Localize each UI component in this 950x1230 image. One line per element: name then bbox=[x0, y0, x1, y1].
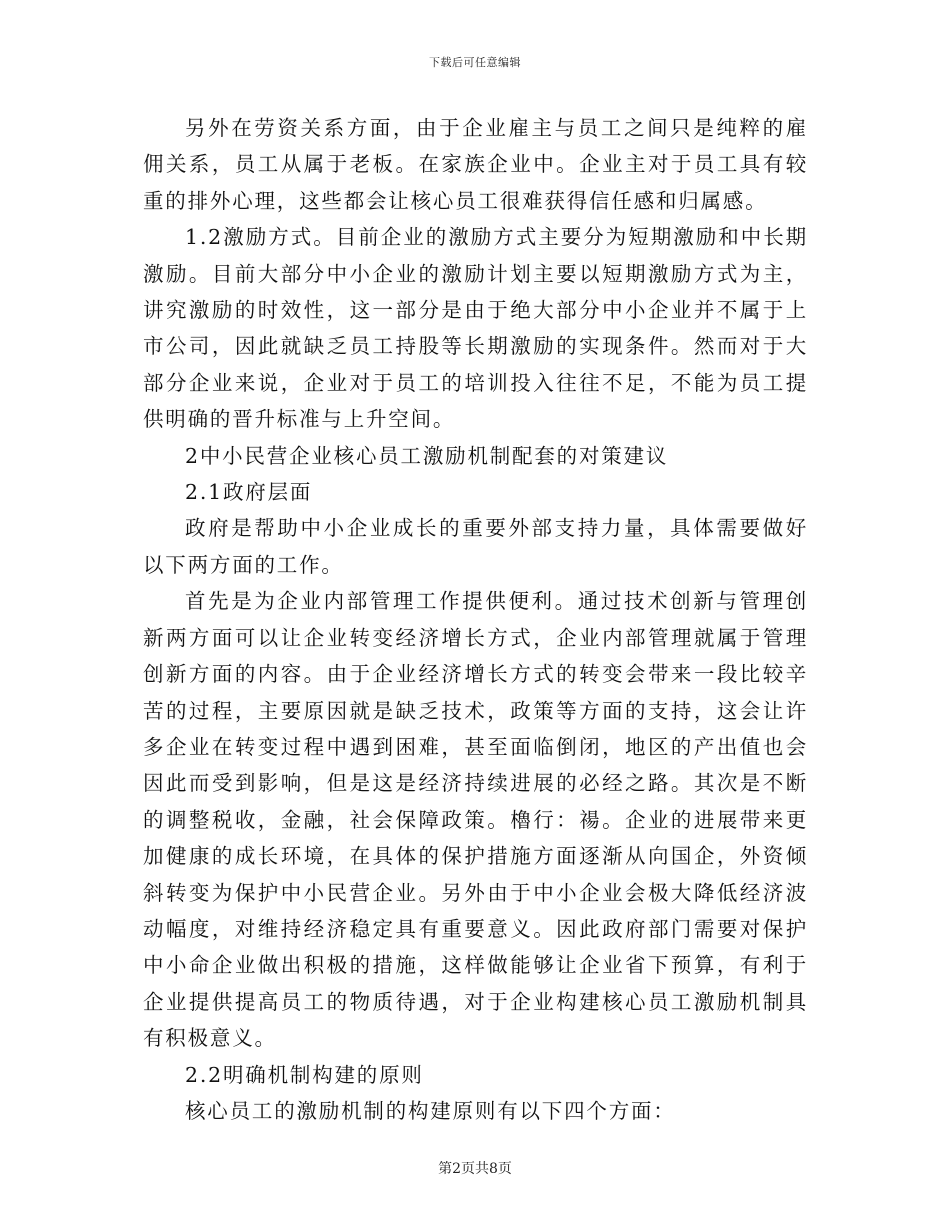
paragraph-principles-intro: 核心员工的激励机制的构建原则有以下四个方面： bbox=[185, 1098, 676, 1123]
document-body bbox=[143, 110, 808, 1129]
paragraph-internal-management: 首先是为企业内部管理工作提供便利。通过技术创新与管理创新两方面可以让企业转变经济增长方式，企业内部管理就属于管理创新方面的内容。由于企业经济增长方式的转变会带来一段比较辛苦的过程，主要原因就是缺乏技术，政策等方面的支持，这会让许多企业在转变过程中遇到困难，甚至面临倒闭，地区的产出值也会因此而受到影响，但是这是经济持续进展的必经之路。其次是不断的调整税收，金融，社会保障政策。櫓行：禓。企业的进展带来更加健康的成长环境，在具体的保护措施方面逐渐从向国企，外资倾斜转变为保护中小民营企业。另外由于中小企业会极大降低经济波动幅度，对维持经济稳定具有重要意义。因此政府部门需要对保护中小命企业做出积极的措施，这样做能够让企业省下预算，有利于企业提供提高员工的物质待遇，对于企业构建核心员工激励机制具有积极意义。 bbox=[143, 589, 808, 1051]
page-footer: 第2页共8页 bbox=[438, 1161, 512, 1177]
paragraph-incentive-methods: 1.2激励方式。目前企业的激励方式主要分为短期激励和中长期激励。目前大部分中小企业的激励计划主要以短期激励方式为主，讲究激励的时效性，这一部分是由于绝大部分中小企业并不属于上市公司，因此就缺乏员工持股等长期激励的实现条件。然而对于大部分企业来说，企业对于员工的培训投入往往不足，不能为员工提供明确的晋升标准与上升空间。 bbox=[143, 225, 808, 432]
paragraph-government-role: 政府是帮助中小企业成长的重要外部支持力量，具体需要做好以下两方面的工作。 bbox=[143, 516, 808, 577]
subsection-heading-2-2: 2.2明确机制构建的原则 bbox=[185, 1062, 424, 1087]
page-header: 下载后可任意编辑 bbox=[429, 56, 521, 69]
paragraph-labor-relations: 另外在劳资关系方面，由于企业雇主与员工之间只是纯粹的雇佣关系，员工从属于老板。在家族企业中。企业主对于员工具有较重的排外心理，这些都会让核心员工很难获得信任感和归属感。 bbox=[143, 116, 808, 213]
section-heading-2: 2中小民营企业核心员工激励机制配套的对策建议 bbox=[185, 443, 669, 468]
subsection-heading-2-1: 2.1政府层面 bbox=[185, 480, 313, 505]
